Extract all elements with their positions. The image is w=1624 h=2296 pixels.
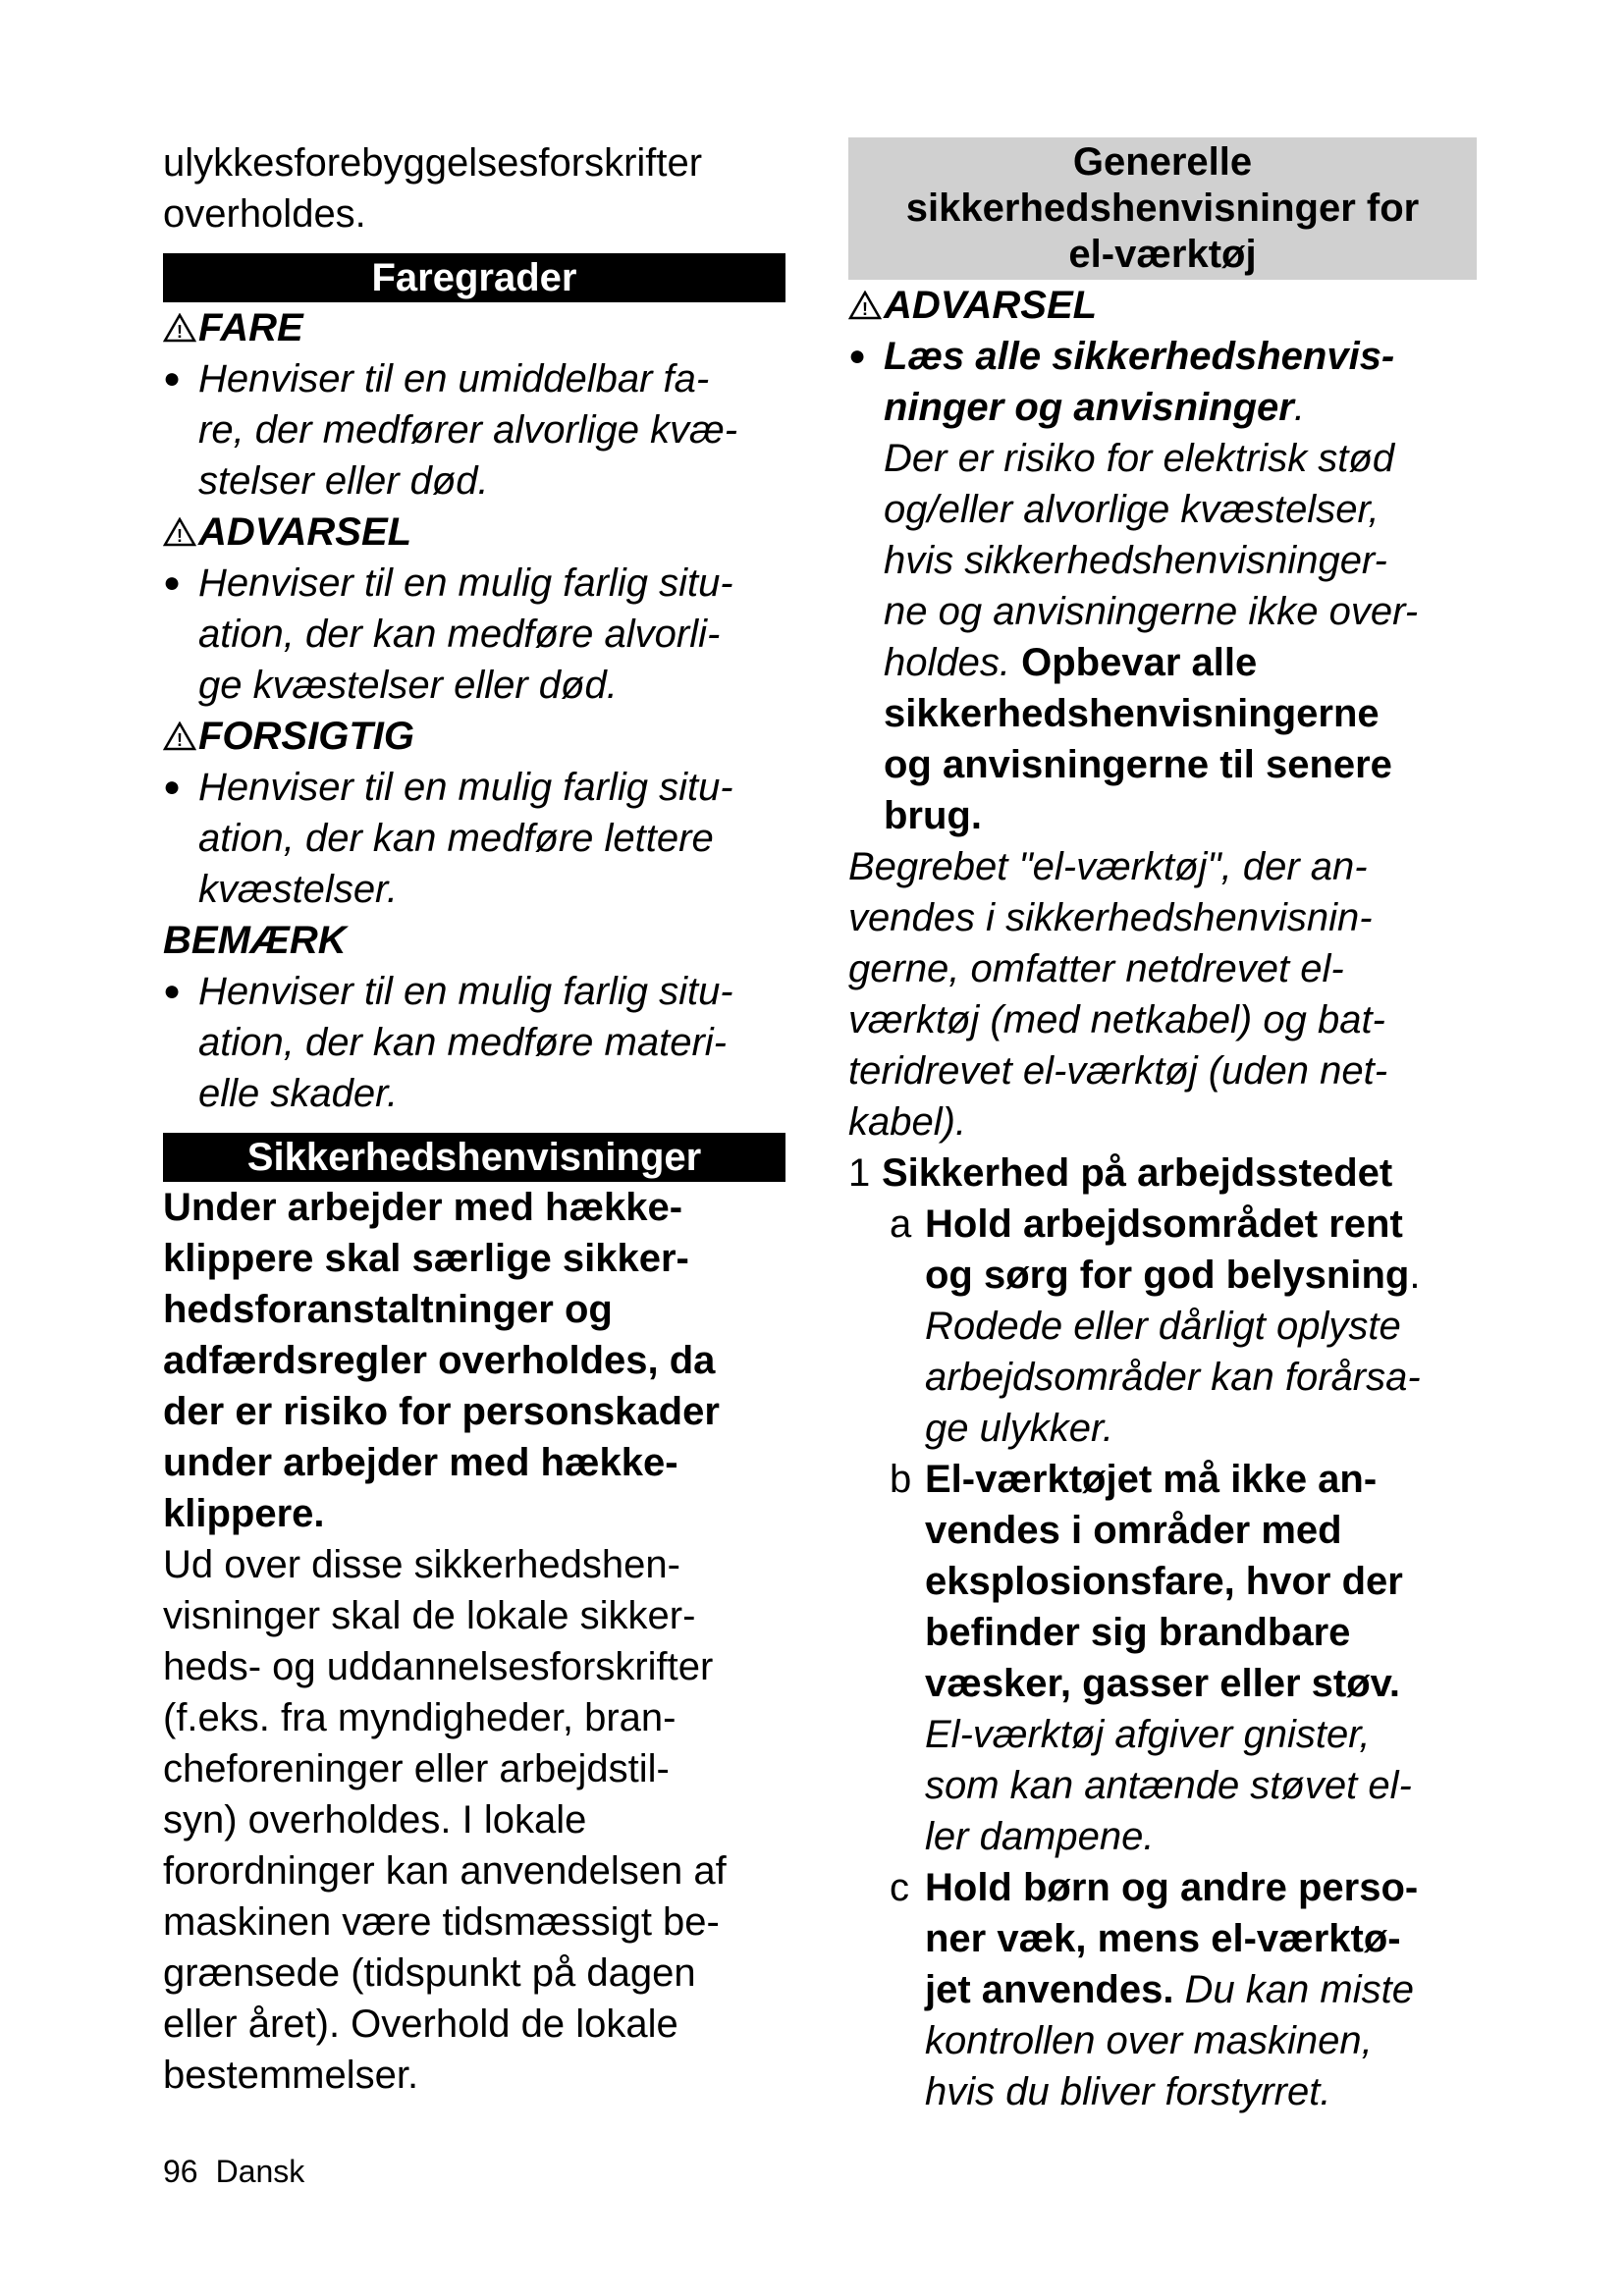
svg-text:!: ! [177, 322, 183, 342]
warning-triangle-icon [163, 721, 196, 751]
warning-label-forsigtig: ! FORSIGTIG [163, 711, 785, 762]
bullet-icon: ● [848, 340, 867, 372]
list-item: ● Læs alle sikkerhedshenvis- ninger og anvisninger. Der er risiko for elektrisk stød og/eller alvorlige kvæstelser, hvis sikkerhedshenvisninger- ne og anvisningerne ikke over- holdes. Opbevar alle sikkerhedshenvisningerne og anvisningerne til senere brug. [848, 331, 1477, 841]
bullet-icon: ● [163, 566, 182, 599]
svg-text:!: ! [862, 299, 868, 319]
list-item: ● Henviser til en umiddelbar fa- re, der medfører alvorlige kvæ- stelser eller død. [163, 353, 785, 507]
intro-line: ulykkesforebyggelsesforskrifter [163, 141, 703, 185]
left-column [163, 137, 785, 2101]
svg-text:!: ! [177, 730, 183, 750]
warning-label-advarsel: ! ADVARSEL [848, 280, 1477, 331]
warning-triangle-icon [163, 517, 196, 547]
section-heading-generelle: Generelle sikkerhedshenvisninger for el-værktøj [848, 137, 1477, 280]
list-item: ● Henviser til en mulig farlig situ- ation, der kan medføre alvorli- ge kvæstelser eller død. [163, 558, 785, 711]
intro-text [163, 137, 785, 240]
list-item: a Hold arbejdsområdet rent og sørg for god belysning. Rodede eller dårligt oplyste arbejdsområder kan forårsa- ge ulykker. [890, 1202, 1421, 1450]
section-heading-faregrader: Faregrader [163, 253, 785, 302]
bullet-icon: ● [163, 362, 182, 395]
right-column [848, 137, 1477, 2117]
bullet-icon: ● [163, 975, 182, 1007]
note-label-bemaerk: BEMÆRK [163, 919, 347, 962]
warning-label-advarsel: ! ADVARSEL [163, 507, 785, 558]
bold-paragraph: Under arbejder med hække- klippere skal særlige sikker- hedsforanstaltninger og adfærdsregler overholdes, da der er risiko for personskader under arbejder med hække- klippere. [163, 1186, 720, 1535]
body-paragraph: Ud over disse sikkerhedshen- visninger skal de lokale sikker- heds- og uddannelsesforskrifter (f.eks. fra myndigheder, bran- cheforeninger eller arbejdstil- syn) overholdes. I lokale forordninger kan anvendelsen af maskinen være tidsmæssigt be- grænsede (tidspunkt på dagen eller året). Overhold de lokale bestemmelser. [163, 1543, 727, 2097]
warning-triangle-icon [848, 291, 882, 320]
list-item: b El-værktøjet må ikke an- vendes i områder med eksplosionsfare, hvor der befinder sig brandbare væsker, gasser eller støv. El-værktøj afgiver gnister, som kan antænde støvet el- ler dampene. [890, 1458, 1412, 1858]
list-item: ● Henviser til en mulig farlig situ- ation, der kan medføre materi- elle skader. [163, 966, 785, 1119]
warning-label-fare: ! FARE [163, 302, 785, 353]
bullet-icon: ● [163, 771, 182, 803]
page-number: 96 [163, 2154, 198, 2189]
section-heading-sikkerhedshenvisninger: Sikkerhedshenvisninger [163, 1133, 785, 1182]
intro-line: overholdes. [163, 192, 366, 236]
list-item: ● Henviser til en mulig farlig situ- ation, der kan medføre lettere kvæstelser. [163, 762, 785, 915]
page-footer [163, 2152, 322, 2191]
term-definition: Begrebet "el-værktøj", der an- vendes i sikkerhedshenvisnin- gerne, omfatter netdrevet el- værktøj (med netkabel) og bat- teridrevet el-værktøj (uden net- kabel). [848, 845, 1388, 1144]
numbered-heading: 1 Sikkerhed på arbejdsstedet [848, 1151, 1393, 1195]
warning-triangle-icon [163, 313, 196, 343]
list-item: c Hold børn og andre perso- ner væk, mens el-værktø- jet anvendes. Du kan miste kontrollen over maskinen, hvis du bliver forstyrret. [890, 1866, 1419, 2113]
language-label: Dansk [215, 2154, 305, 2189]
svg-text:!: ! [177, 526, 183, 546]
